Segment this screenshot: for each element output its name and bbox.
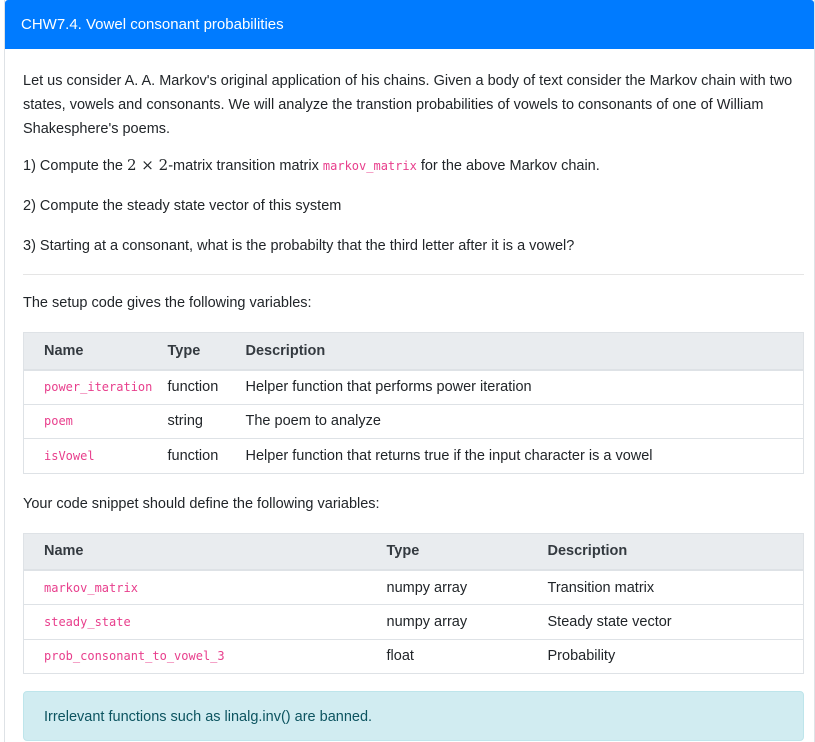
var-description: The poem to analyze [246, 404, 804, 439]
table-row [24, 605, 804, 640]
step-1-suffix: for the above Markov chain. [416, 158, 600, 174]
table-row [24, 570, 804, 605]
alert-text: Irrelevant functions such as linalg.inv() are banned. [44, 709, 373, 725]
var-name-cell [24, 570, 387, 605]
col-header-description: Description [548, 533, 804, 570]
define-vars-title: Your code snippet should define the following variables: [23, 495, 380, 512]
var-name-cell [24, 404, 168, 439]
setup-vars-table [23, 332, 804, 474]
setup-vars-title: The setup code gives the following variables: [23, 295, 312, 311]
var-name: poem [44, 414, 73, 429]
col-header-type: Type [168, 333, 246, 370]
var-description: Helper function that returns true if the input character is a vowel [246, 439, 804, 474]
step-2: 2) Compute the steady state vector of this system [23, 198, 342, 214]
intro-paragraph: Let us consider A. A. Markov's original application of his chains. Given a body of text consider the Markov chain with two states, vowels and consonants. We will analyze the transtion probabilities of vowels to consonants of one of William Shakesphere's poems. [23, 73, 793, 137]
question-card [4, 0, 815, 742]
col-header-description: Description [246, 333, 804, 370]
var-name: prob_consonant_to_vowel_3 [44, 649, 225, 664]
card-header [5, 0, 814, 49]
var-name-cell [24, 439, 168, 474]
var-name: power_iteration [44, 380, 153, 394]
var-type: function [168, 439, 246, 474]
var-description: Steady state vector [548, 605, 804, 640]
table-row [24, 404, 804, 439]
divider [23, 274, 804, 275]
var-name: steady_state [44, 614, 131, 629]
var-type: float [387, 639, 548, 674]
col-header-name: Name [24, 333, 168, 370]
var-description: Transition matrix [548, 570, 804, 605]
var-type: function [168, 370, 246, 405]
card-body [5, 49, 814, 741]
table-row [24, 370, 804, 405]
step-1 [23, 153, 804, 178]
markov-matrix-code: markov_matrix [322, 159, 417, 173]
step-1-mid: -matrix transition matrix [168, 158, 323, 174]
table-row [24, 639, 804, 674]
info-alert [23, 691, 804, 741]
table-header-row [24, 333, 804, 370]
question-title: CHW7.4. Vowel consonant probabilities [21, 16, 284, 33]
var-name-cell [24, 639, 387, 674]
var-type: string [168, 404, 246, 439]
var-description: Probability [548, 639, 804, 674]
matrix-size-math: 2 × 2 [126, 156, 169, 174]
var-type: numpy array [387, 605, 548, 640]
var-name: isVowel [44, 448, 95, 463]
table-header-row [24, 533, 804, 570]
step-3: 3) Starting at a consonant, what is the probabilty that the third letter after it is a vowel? [23, 238, 575, 254]
var-name-cell [24, 370, 168, 405]
var-description: Helper function that performs power iteration [246, 370, 804, 405]
var-name-cell [24, 605, 387, 640]
var-type: numpy array [387, 570, 548, 605]
var-name: markov_matrix [44, 580, 138, 595]
table-row [24, 439, 804, 474]
step-1-prefix: 1) Compute the [23, 158, 127, 174]
col-header-type: Type [387, 533, 548, 570]
define-vars-table [23, 533, 804, 675]
col-header-name: Name [24, 533, 387, 570]
